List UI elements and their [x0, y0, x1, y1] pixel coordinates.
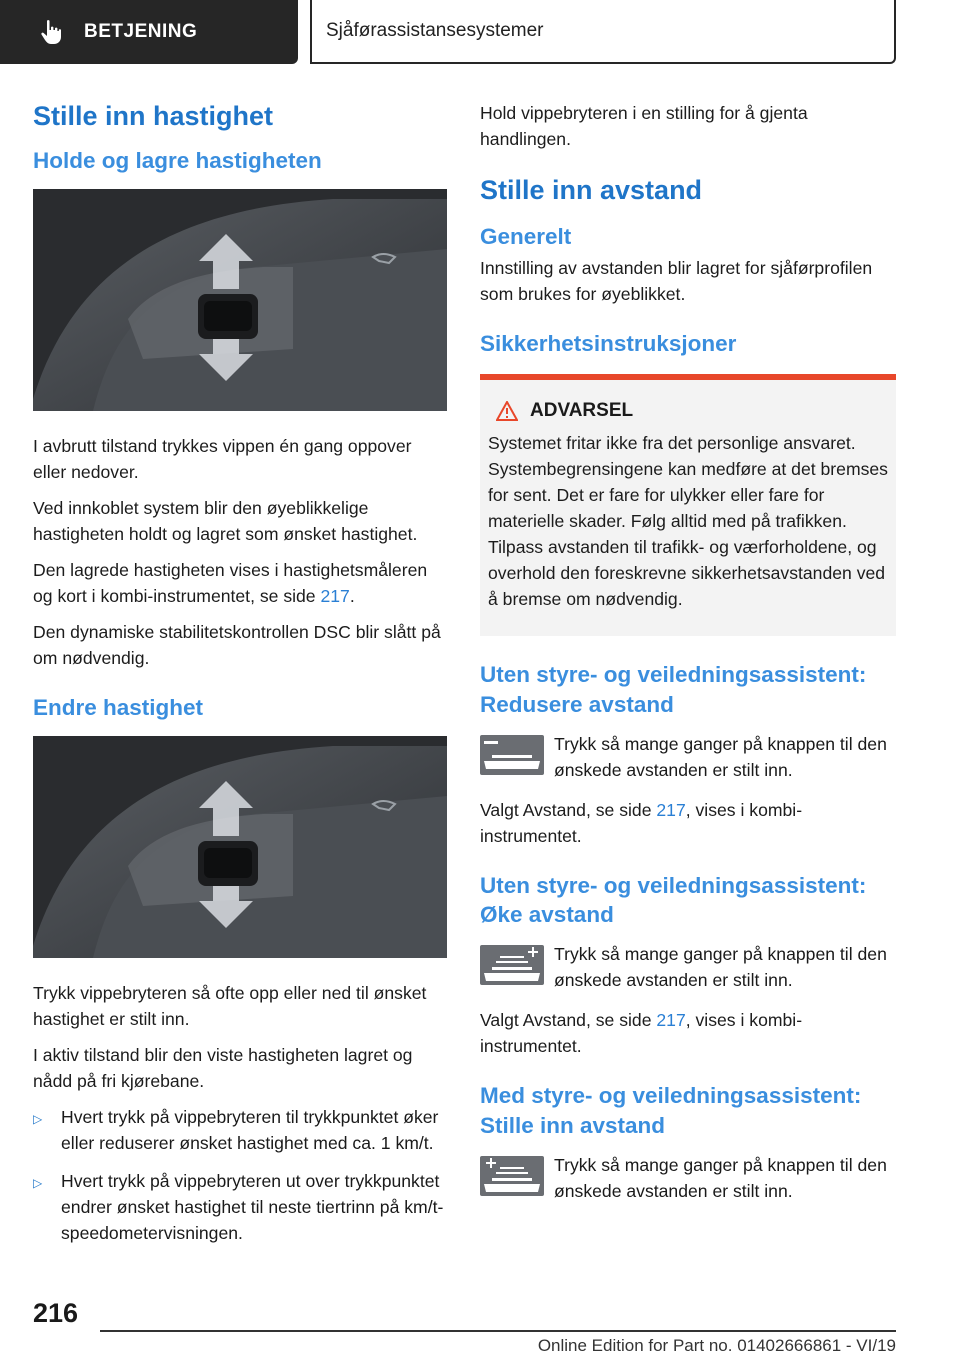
paragraph-active-state: I aktiv tilstand blir den viste hastigheten lagret og nådd på fri kjørebane. [33, 1045, 413, 1092]
footer-divider [100, 1330, 896, 1332]
distance-increase-button-icon [480, 945, 544, 985]
heading-increase-distance: Uten styre- og veiledningsassistent: Øke avstand [480, 872, 867, 927]
paragraph-dsc: Den dynamiske stabilitetskontrollen DSC blir slått på om nødvendig. [33, 622, 441, 668]
warning-triangle-icon [496, 401, 518, 421]
paragraph-selected-distance-1: Valgt Avstand, se side 217, vises i kombi-instrumentet. [480, 799, 803, 846]
steps-list [33, 1104, 447, 1246]
triangle-bullet-icon: ▷ [33, 1176, 43, 1191]
section-tab-label: BETJENING [84, 21, 198, 42]
heading-hold-speed: Holde og lagre hastigheten [33, 147, 322, 173]
list-item: ▷ Hvert trykk på vippebryteren til trykkpunktet øker eller reduserer ønsket hastighet med ca. 1 km/t. [33, 1104, 447, 1156]
list-item: ▷ Hvert trykk på vippebryteren ut over trykkpunktet endrer ønsket hastighet til neste tiertrinn på km/t-speedometervisningen. [33, 1168, 447, 1246]
reduce-instruction [480, 731, 896, 783]
left-column [33, 100, 447, 1258]
paragraph-stored-speed: Den lagrede hastigheten vises i hastighetsmåleren og kort i kombi-instrumentet, se side 217. [33, 560, 428, 606]
paragraph-selected-distance-2: Valgt Avstand, se side 217, vises i kombi-instrumentet. [480, 1010, 803, 1057]
right-column [480, 100, 896, 1218]
increase-button-text: Trykk så mange ganger på knappen til den ønskede avstanden er stilt inn. [554, 944, 887, 991]
distance-reduce-button-icon [480, 735, 544, 775]
paragraph-hold-rocker: Hold vippebryteren i en stilling for å gjenta handlingen. [480, 103, 808, 149]
heading-reduce-distance: Uten styre- og veiledningsassistent: Redusere avstand [480, 662, 867, 717]
steering-wheel-photo-1 [33, 189, 447, 411]
paragraph-activated: Ved innkoblet system blir den øyeblikkelige hastigheten holdt og lagret som ønsket hastighet. [33, 498, 418, 544]
steering-wheel-photo-2 [33, 736, 447, 958]
chapter-title: Sjåførassistansesystemer [310, 0, 896, 64]
increase-instruction [480, 941, 896, 993]
paragraph-press-rocker: Trykk vippebryteren så ofte opp eller ned til ønsket hastighet er stilt inn. [33, 983, 427, 1030]
warning-box [480, 380, 896, 636]
heading-change-speed: Endre hastighet [33, 695, 204, 720]
heading-safety: Sikkerhetsinstruksjoner [480, 331, 737, 356]
section-tab[interactable] [0, 0, 298, 64]
triangle-bullet-icon: ▷ [33, 1112, 43, 1127]
warning-text: Systemet fritar ikke fra det personlige ansvaret. Systembegrensingene kan medføre at det bremses for sent. Det er fare for ulykker eller fare for materielle skader. Følg alltid med på trafikken. Tilpass avstanden til trafikk- og værforholdene, og overhold den foreskrevne sikkerhetsavstanden ved å bremse om nødvendig. [488, 433, 888, 610]
edition-info: Online Edition for Part no. 01402666861 - VI/19 [537, 1336, 896, 1355]
with-assistant-instruction [480, 1152, 896, 1204]
paragraph-interrupted: I avbrutt tilstand trykkes vippen én gang oppover eller nedover. [33, 436, 412, 482]
reduce-button-text: Trykk så mange ganger på knappen til den ønskede avstanden er stilt inn. [554, 733, 887, 780]
with-assistant-button-text: Trykk så mange ganger på knappen til den ønskede avstanden er stilt inn. [554, 1154, 887, 1201]
distance-assistant-button-icon [480, 1156, 544, 1196]
hand-pointer-icon [40, 19, 66, 45]
heading-with-assistant: Med styre- og veiledningsassistent: Stille inn avstand [480, 1083, 862, 1138]
page-link-217[interactable]: 217 [656, 1010, 686, 1031]
paragraph-general: Innstilling av avstanden blir lagret for sjåførprofilen som brukes for øyeblikket. [480, 258, 873, 304]
page-link-217[interactable]: 217 [320, 586, 350, 606]
warning-header [488, 400, 888, 422]
page-number: 216 [33, 1298, 79, 1328]
warning-title: ADVARSEL [530, 400, 634, 422]
heading-general: Generelt [480, 223, 572, 249]
heading-set-distance: Stille inn avstand [480, 175, 703, 205]
heading-set-speed: Stille inn hastighet [33, 101, 274, 131]
page-link-217[interactable]: 217 [656, 799, 686, 820]
